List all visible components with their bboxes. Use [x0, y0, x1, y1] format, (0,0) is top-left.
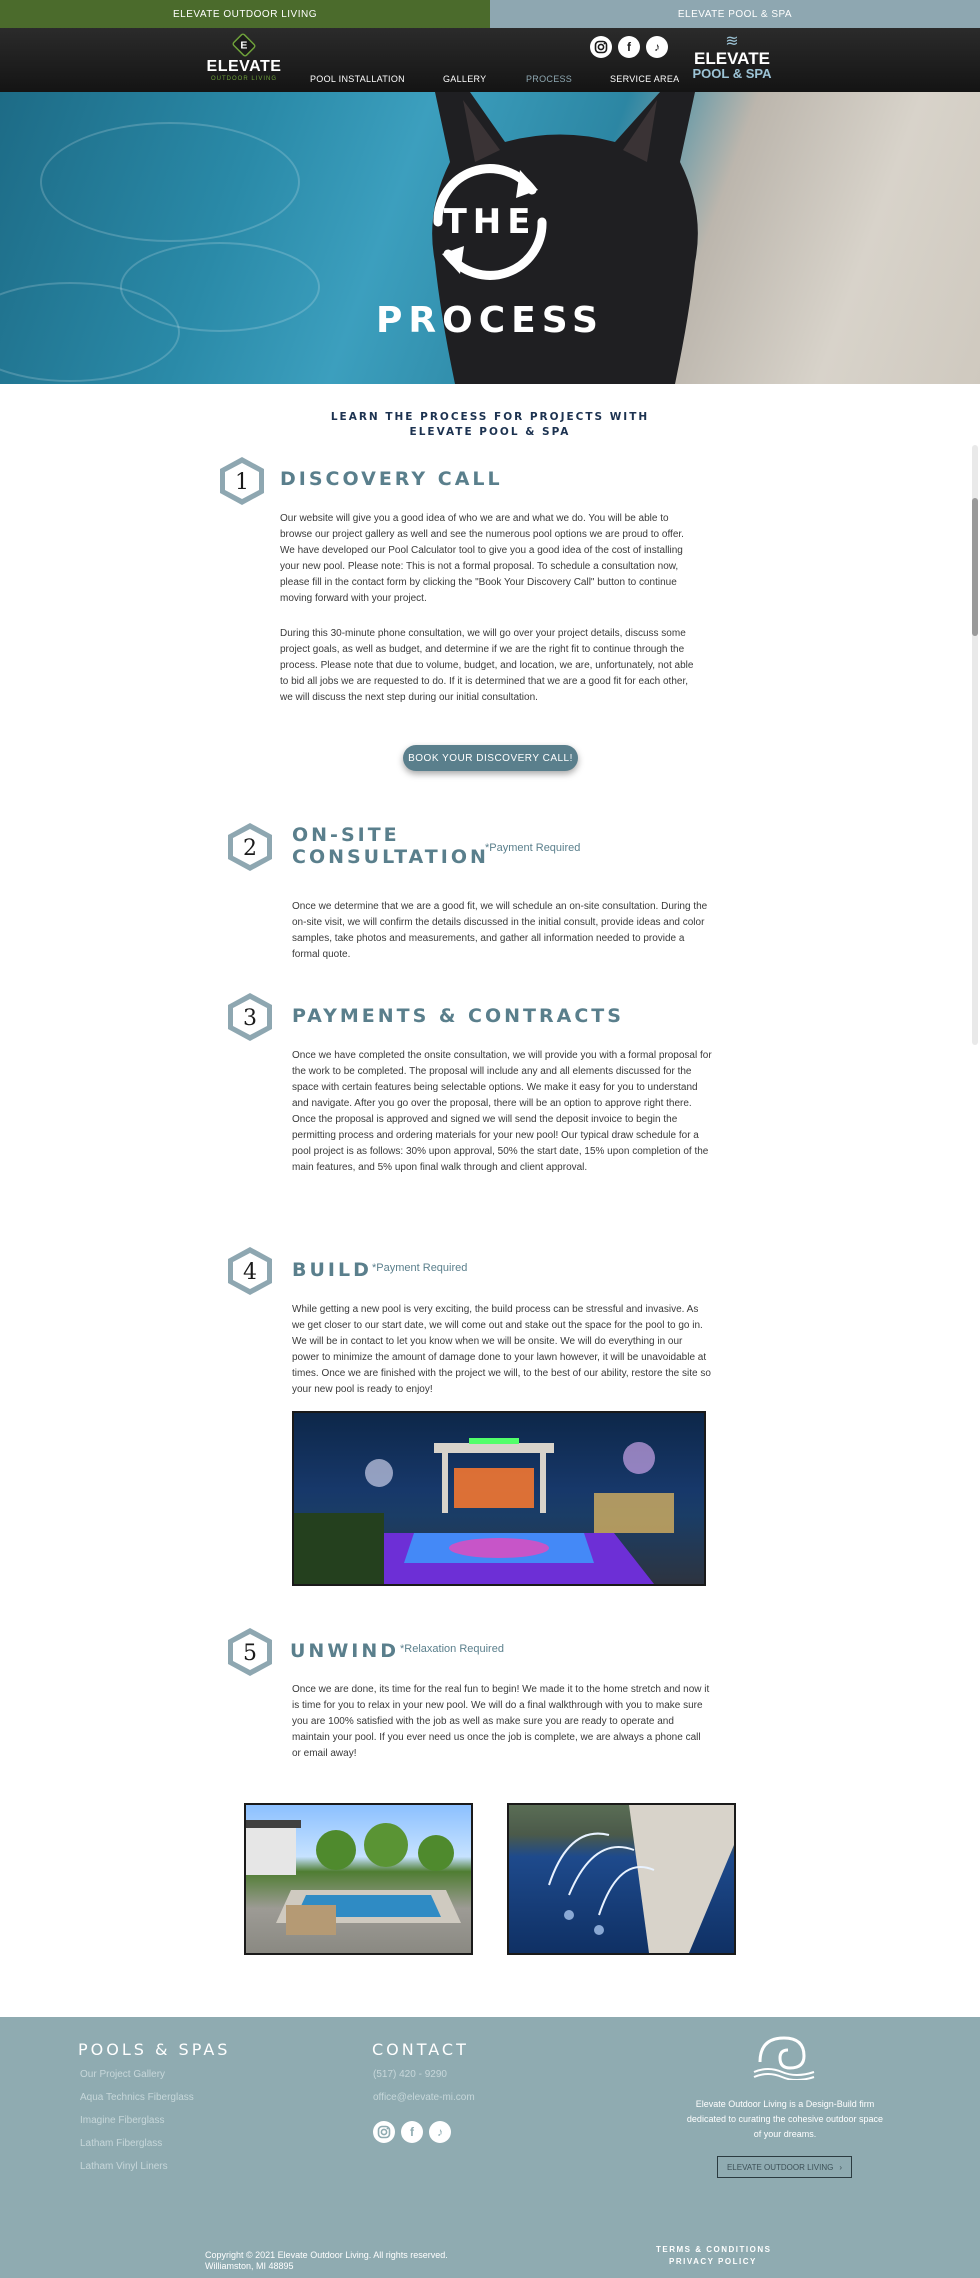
step-5-hexagon-icon	[224, 1626, 276, 1678]
step-2-title-line-1: ON-SITE	[292, 824, 400, 846]
step-2-title	[292, 824, 489, 868]
wave-logo-icon: ≋	[725, 33, 739, 50]
footer-social-links	[373, 2121, 451, 2143]
build-pool-night-photo	[292, 1411, 706, 1586]
hero-title-the: THE	[443, 202, 537, 242]
copyright-line-2: Williamston, MI 48895	[205, 2261, 294, 2271]
step-4-hexagon-icon	[224, 1245, 276, 1297]
nav-process[interactable]: PROCESS	[526, 74, 573, 84]
step-3-paragraph: Once we have completed the onsite consultation, we will provide you with a formal proposal for the work to be completed. The proposal will include any and all elements discussed for the space with certain features being selectable options. We make it easy for you to understand and navigate. After you go over the proposal, there will be an option to approve right there. Once the proposal is approved and signed we will send the deposit invoice to begin the permitting process and ordering materials for your new pool! Our typical draw schedule for a pool project is as follows: 30% upon approval, 50% the start date, 15% upon completion of the main features, and 5% upon final walk through and client approval.	[292, 1050, 712, 1173]
step-1-number: 1	[235, 470, 249, 495]
logo-right-line2: POOL & SPA	[692, 66, 772, 81]
step-5-number: 5	[243, 1641, 257, 1666]
nav-pool-installation[interactable]: POOL INSTALLATION	[310, 74, 405, 84]
footer-email[interactable]: office@elevate-mi.com	[373, 2092, 475, 2103]
footer-about-line-1: Elevate Outdoor Living is a Design-Build firm	[695, 2099, 875, 2109]
step-2-paragraph: Once we determine that we are a good fit, we will schedule an on-site consultation. During the on-site visit, we will confirm the details discussed in the initial consult, provide ideas and color samples, take photos and measurements, and gather all information needed to provide a formal quote.	[292, 901, 708, 960]
step-1-title: DISCOVERY CALL	[280, 468, 503, 490]
footer-button-label: ELEVATE OUTDOOR LIVING	[726, 2162, 834, 2172]
step-3-title: PAYMENTS & CONTRACTS	[292, 1005, 624, 1027]
top-tabs	[0, 0, 980, 28]
step-1-paragraph-1: Our website will give you a good idea of who we are and what we do. You will be able to browse our project gallery as well and see the numerous pool options we are proud to offer. We have developed our Pool Calculator tool to give you a good idea of the cost of installing your new pool. Please note: This is not a formal proposal. To schedule a consultation now, please fill in the contact form by clicking the "Book Your Discovery Call" button to continue moving forward with your project.	[280, 513, 684, 604]
facebook-icon[interactable]: f	[618, 36, 640, 58]
tiktok-icon[interactable]: ♪	[646, 36, 668, 58]
step-1-hexagon-icon	[216, 455, 268, 507]
step-1-paragraph-2: During this 30-minute phone consultation, we will go over your project details, discuss some project goals, as well as budget, and determine if we are the right fit to continue through the process. Please note that due to volume, budget, and location, we are, unfortunately, not able to bid all jobs we are requested to do. If it is determined that we are a good fit for each other, we will discuss the next step during our initial consultation.	[280, 628, 694, 703]
privacy-link[interactable]: PRIVACY POLICY	[669, 2257, 757, 2266]
step-3-number: 3	[243, 1006, 257, 1031]
step-2-title-line-2: CONSULTATION	[292, 846, 489, 868]
hero-title-process: PROCESS	[376, 300, 604, 341]
step-5-title: UNWIND	[290, 1640, 400, 1662]
nav-service-area[interactable]: SERVICE AREA	[610, 74, 680, 84]
logo-word: ELEVATE	[206, 58, 282, 75]
step-4-title: BUILD	[292, 1259, 372, 1281]
footer-about-line-3: of your dreams.	[753, 2129, 817, 2139]
elevate-outdoor-living-button[interactable]	[717, 2156, 852, 2178]
footer-link-latham-vinyl[interactable]: Latham Vinyl Liners	[80, 2161, 168, 2172]
footer-contact-heading: CONTACT	[372, 2040, 469, 2059]
step-4-number: 4	[243, 1260, 257, 1285]
instagram-icon[interactable]	[373, 2121, 395, 2143]
book-discovery-call-button[interactable]: BOOK YOUR DISCOVERY CALL!	[403, 745, 578, 771]
footer-phone[interactable]: (517) 420 - 9290	[373, 2069, 447, 2080]
step-5-note: *Relaxation Required	[400, 1643, 504, 1655]
terms-link[interactable]: TERMS & CONDITIONS	[656, 2245, 772, 2254]
site-header	[0, 28, 980, 92]
wave-logo-icon	[752, 2032, 816, 2080]
footer-link-aqua-technics[interactable]: Aqua Technics Fiberglass	[80, 2092, 194, 2103]
tab-elevate-outdoor-living[interactable]: ELEVATE OUTDOOR LIVING	[0, 0, 490, 28]
step-4-paragraph: While getting a new pool is very exciting, the build process can be stressful and invasive. As we get closer to our start date, we will come out and stake out the space for the pool to go in. We will be in contact to let you know when we will be onsite. We will do everything in our power to minimize the amount of damage done to your lawn however, it will be unavoidable at times. Once we are finished with the project we will, to the best of our ability, restore the site so your new pool is ready to enjoy!	[292, 1304, 711, 1395]
copyright-line-1: Copyright © 2021 Elevate Outdoor Living. All rights reserved.	[205, 2250, 448, 2260]
scrollbar-thumb[interactable]	[972, 498, 978, 636]
intro-heading	[320, 410, 660, 440]
elevate-pool-spa-logo[interactable]	[690, 34, 774, 88]
footer-link-imagine[interactable]: Imagine Fiberglass	[80, 2115, 165, 2126]
unwind-pool-fountain-photo	[507, 1803, 736, 1955]
footer-about	[670, 2097, 900, 2142]
tiktok-icon[interactable]: ♪	[429, 2121, 451, 2143]
intro-line-1: LEARN THE PROCESS FOR PROJECTS WITH	[330, 411, 650, 423]
step-2-number: 2	[243, 836, 257, 861]
footer-about-line-2: dedicated to curating the cohesive outdoor space	[686, 2114, 884, 2124]
footer-link-latham-fiberglass[interactable]: Latham Fiberglass	[80, 2138, 163, 2149]
footer-pools-heading: POOLS & SPAS	[78, 2040, 231, 2059]
logo-mark-icon: E	[231, 32, 256, 57]
intro-line-2: ELEVATE POOL & SPA	[409, 426, 571, 438]
main-nav	[0, 74, 980, 88]
step-4-note: *Payment Required	[372, 1262, 468, 1274]
instagram-icon[interactable]	[590, 36, 612, 58]
header-social-links	[590, 36, 668, 58]
step-5-paragraph: Once we are done, its time for the real fun to begin! We made it to the home stretch and now it is time for you to relax in your new pool. We will do a final walkthrough with you to make sure you are 100% satisfied with the job as well as make sure you are ready to operate and maintain your pool. If you ever need us once the job is complete, we are always a phone call or email away!	[292, 1684, 710, 1759]
logo-right-line1: ELEVATE	[694, 49, 770, 68]
step-2-hexagon-icon	[224, 821, 276, 873]
chevron-right-icon: ›	[839, 2162, 843, 2172]
step-3-hexagon-icon	[224, 991, 276, 1043]
footer-link-project-gallery[interactable]: Our Project Gallery	[80, 2069, 166, 2080]
unwind-pool-day-photo	[244, 1803, 473, 1955]
logo-sub: OUTDOOR LIVING	[210, 76, 277, 82]
nav-gallery[interactable]: GALLERY	[443, 74, 487, 84]
facebook-icon[interactable]: f	[401, 2121, 423, 2143]
step-2-note: *Payment Required	[485, 842, 581, 854]
footer-copyright	[205, 2250, 448, 2272]
hero-banner	[0, 92, 980, 384]
tab-elevate-pool-spa[interactable]: ELEVATE POOL & SPA	[490, 0, 980, 28]
